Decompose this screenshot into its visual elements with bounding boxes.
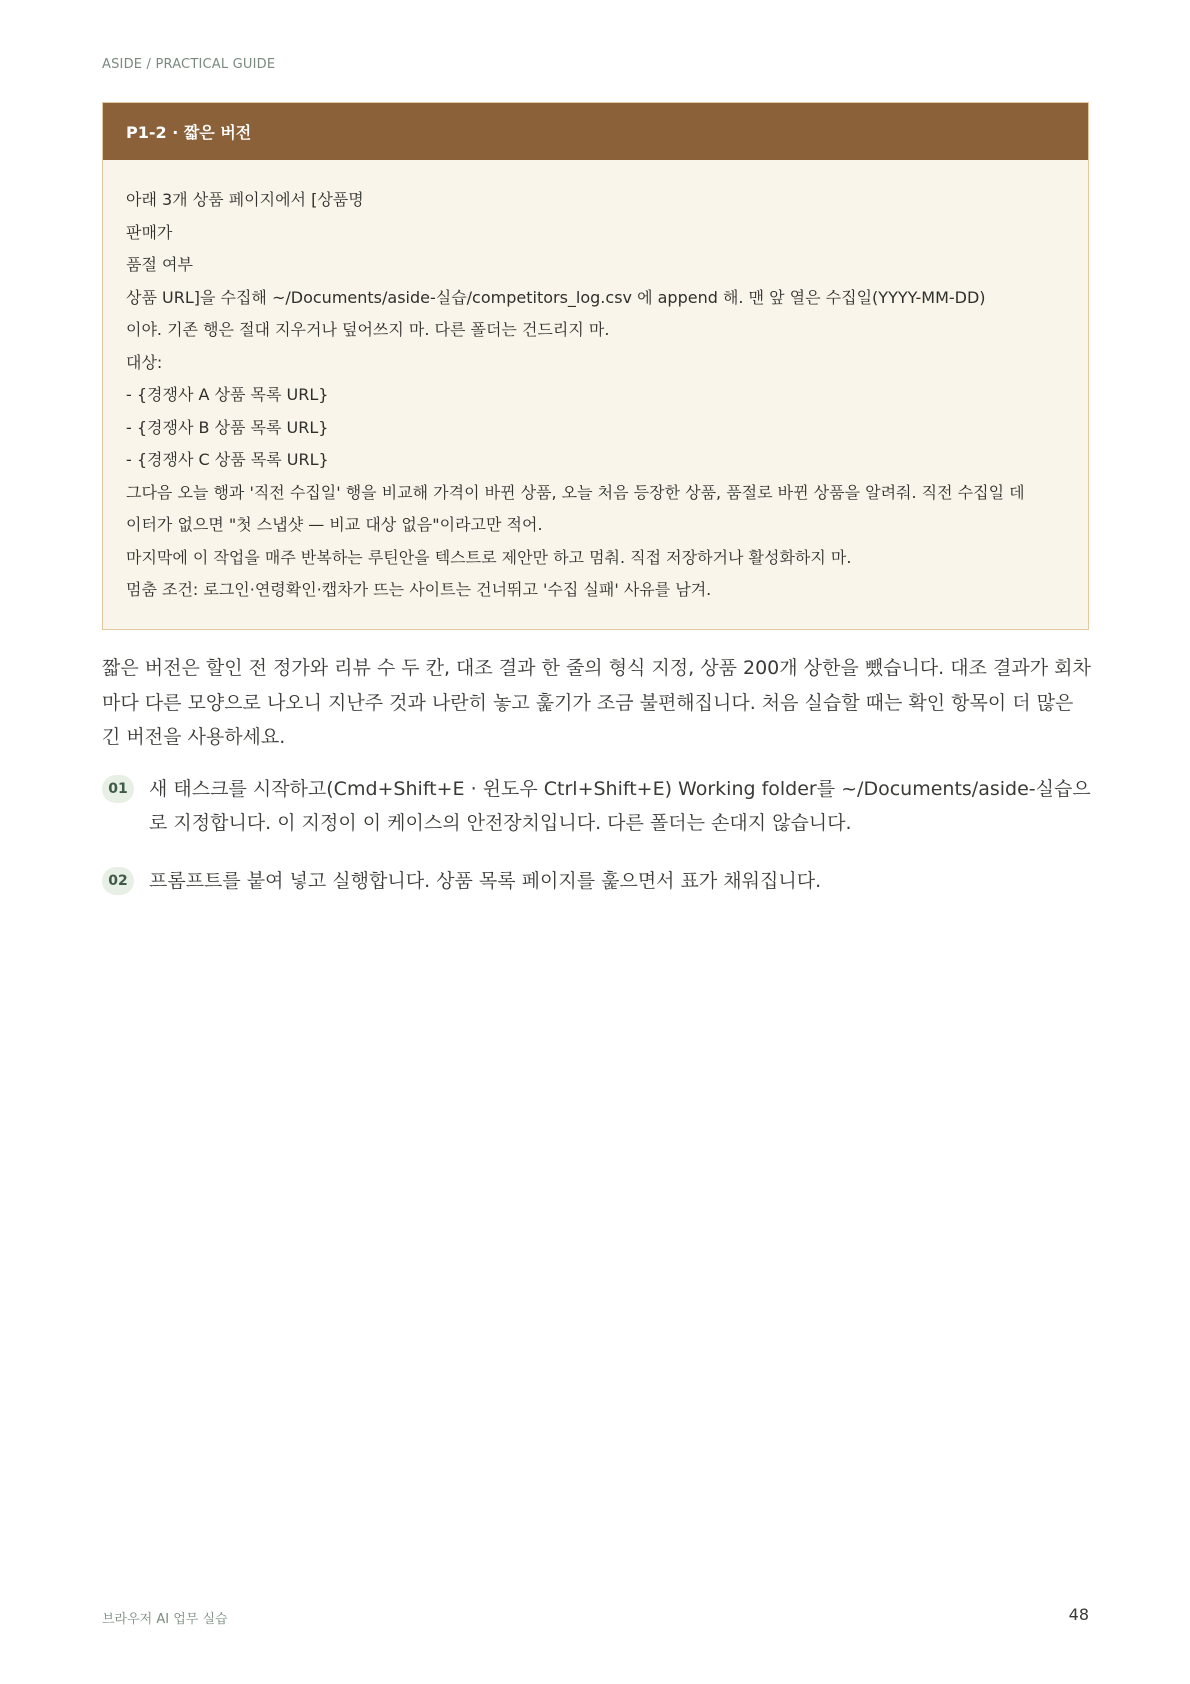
footer-book-title: 브라우저 AI 업무 실습	[102, 1612, 228, 1627]
prompt-line: 그다음 오늘 행과 '직전 수집일' 행을 비교해 가격이 바뀐 상품, 오늘 처음 등장한 상품, 품절로 바뀐 상품을 알려줘. 직전 수집일 데	[126, 482, 1025, 502]
step-number-badge: 02	[102, 867, 134, 895]
body-paragraph: 짧은 버전은 할인 전 정가와 리뷰 수 두 칸, 대조 결과 한 줄의 형식 지정, 상품 200개 상한을 뺐습니다. 대조 결과가 회차마다 다른 모양으로 나오니 지난주 것과 나란히 놓고 훑기가 조금 불편해집니다. 처음 실습할 때는 확인 항목이 더 많은 긴 버전을 사용하세요.	[102, 657, 1091, 748]
prompt-line: 이야. 기존 행은 절대 지우거나 덮어쓰지 마. 다른 폴더는 건드리지 마.	[126, 320, 610, 339]
prompt-line: - {경쟁사 A 상품 목록 URL}	[126, 385, 329, 404]
prompt-line: 아래 3개 상품 페이지에서 [상품명	[126, 190, 364, 209]
step-item	[102, 772, 1092, 840]
prompt-line: 대상:	[126, 352, 163, 372]
prompt-line: 품절 여부	[126, 255, 193, 274]
prompt-line: - {경쟁사 C 상품 목록 URL}	[126, 450, 329, 469]
prompt-line: 마지막에 이 작업을 매주 반복하는 루틴안을 텍스트로 제안만 하고 멈춰. 직접 저장하거나 활성화하지 마.	[126, 547, 852, 567]
prompt-line: 판매가	[126, 222, 173, 242]
step-text: 새 태스크를 시작하고(Cmd+Shift+E · 윈도우 Ctrl+Shift+E) Working folder를 ~/Documents/aside-실습으로 지정합니다. 이 지정이 이 케이스의 안전장치입니다. 다른 폴더는 손대지 않습니다.	[149, 778, 1091, 834]
step-item	[102, 864, 1092, 898]
prompt-box-title: P1-2 · 짧은 버전	[103, 103, 1088, 160]
prompt-line: 이터가 없으면 "첫 스냅샷 — 비교 대상 없음"이라고만 적어.	[126, 515, 543, 534]
prompt-line: - {경쟁사 B 상품 목록 URL}	[126, 417, 329, 437]
step-number-badge: 01	[102, 775, 134, 803]
prompt-box	[102, 102, 1089, 630]
running-header: ASIDE / PRACTICAL GUIDE	[102, 57, 276, 72]
prompt-line: 상품 URL]을 수집해 ~/Documents/aside-실습/competitors_log.csv 에 append 해. 맨 앞 열은 수집일(YYYY-MM-DD)	[126, 287, 986, 307]
prompt-body	[103, 160, 1088, 629]
page-number: 48	[1068, 1605, 1089, 1624]
prompt-line: 멈춤 조건: 로그인·연령확인·캡차가 뜨는 사이트는 건너뛰고 '수집 실패' 사유를 남겨.	[126, 580, 712, 599]
step-text: 프롬프트를 붙여 넣고 실행합니다. 상품 목록 페이지를 훑으면서 표가 채워집니다.	[149, 870, 822, 892]
